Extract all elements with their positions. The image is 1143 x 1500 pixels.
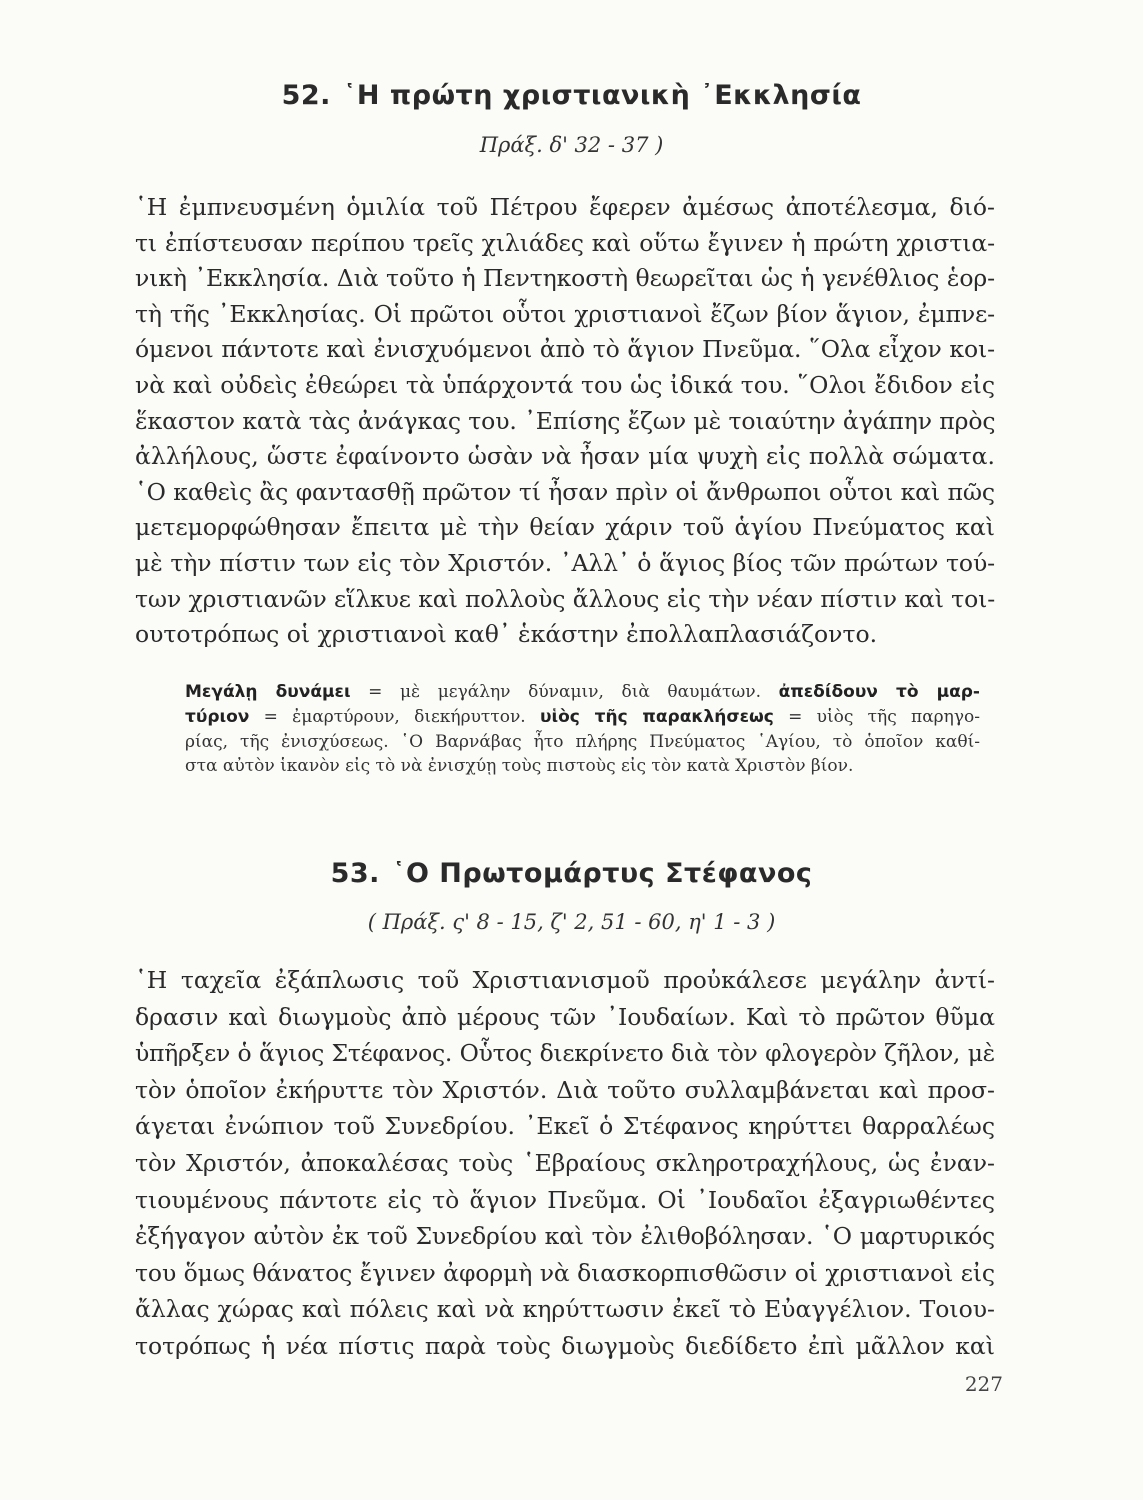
section-52-title: ῾Η πρώτη χριστιανικὴ ᾿Εκκλησία	[342, 80, 862, 111]
body-line: μετεμορφώθησαν ἔπειτα μὲ τὴν θείαν χάριν τοῦ ἁγίου Πνεύματος καὶ	[135, 513, 995, 542]
section-53-title: ῾Ο Πρωτομάρτυς Στέφανος	[391, 858, 813, 889]
body-line: του ὅμως θάνατος ἔγινεν ἀφορμὴ νὰ διασκορπισθῶσιν οἱ χριστιανοὶ εἰς	[135, 1258, 995, 1287]
section-53-number: 53.	[330, 858, 380, 889]
glossary-term: υἱὸς τῆς παρακλήσεως	[539, 706, 774, 727]
body-line: δρασιν καὶ διωγμοὺς ἀπὸ μέρους τῶν ᾿Ιουδαίων. Καὶ τὸ πρῶτον θῦμα	[135, 1002, 995, 1031]
glossary-definition: ρίας, τῆς ἐνισχύσεως. ῾Ο Βαρνάβας ἦτο πλήρης Πνεύματος ῾Αγίου, τὸ ὁποῖον καθί-	[185, 731, 980, 752]
body-line: ὑπῆρξεν ὁ ἅγιος Στέφανος. Οὗτος διεκρίνετο διὰ τὸν φλογερὸν ζῆλον, μὲ	[135, 1039, 995, 1068]
section-53-reference: ( Πράξ. ς' 8 - 15, ζ' 2, 51 - 60, η' 1 - 3 )	[367, 910, 776, 934]
body-line: τὴ τῆς ᾿Εκκλησίας. Οἱ πρῶτοι οὗτοι χριστιανοὶ ἔζων βίον ἅγιον, ἐμπνε-	[135, 299, 995, 328]
section-52-heading	[0, 80, 1143, 111]
body-line: νὰ καὶ οὐδεὶς ἐθεώρει τὰ ὑπάρχοντά του ὡς ἰδικά του. ῞Ολοι ἔδιδον εἰς	[135, 370, 995, 399]
page-number: 227	[964, 1372, 1003, 1396]
glossary-line	[185, 730, 980, 755]
body-line: ῾Η ἐμπνευσμένη ὁμιλία τοῦ Πέτρου ἔφερεν ἀμέσως ἀποτέλεσμα, διό-	[135, 193, 995, 221]
section-53-body	[135, 962, 995, 1365]
body-line: ουτοτρόπως οἱ χριστιανοὶ καθ᾿ ἑκάστην ἐπολλαπλασιάζοντο.	[135, 620, 878, 649]
body-line: όμενοι πάντοτε καὶ ἐνισχυόμενοι ἀπὸ τὸ ἅγιον Πνεῦμα. ῞Ολα εἶχον κοι-	[135, 335, 995, 364]
body-line: ἄλλας χώρας καὶ πόλεις καὶ νὰ κηρύττωσιν ἐκεῖ τὸ Εὐαγγέλιον. Τοιου-	[135, 1295, 995, 1324]
body-line: ῾Η ταχεῖα ἐξάπλωσις τοῦ Χριστιανισμοῦ προὐκάλεσε μεγάλην ἀντί-	[135, 966, 995, 994]
body-line: ῾Ο καθεὶς ἂς φαντασθῇ πρῶτον τί ἦσαν πρὶν οἱ ἄνθρωποι οὗτοι καὶ πῶς	[135, 477, 995, 506]
glossary-term: τύριον	[185, 706, 250, 727]
body-line: τὸν Χριστόν, ἀποκαλέσας τοὺς ῾Εβραίους σκληροτραχήλους, ὡς ἐναν-	[135, 1148, 995, 1177]
body-line: τι ἐπίστευσαν περίπου τρεῖς χιλιάδες καὶ οὕτω ἔγινεν ἡ πρώτη χριστια-	[135, 228, 995, 257]
glossary-line	[185, 705, 980, 730]
section-52-body	[135, 190, 995, 653]
body-line: τὸν ὁποῖον ἐκήρυττε τὸν Χριστόν. Διὰ τοῦτο συλλαμβάνεται καὶ προσ-	[135, 1075, 995, 1104]
glossary-line	[185, 680, 980, 705]
section-53-heading	[0, 858, 1143, 889]
body-line: τιουμένους πάντοτε εἰς τὸ ἅγιον Πνεῦμα. Οἱ ᾿Ιουδαῖοι ἐξαγριωθέντες	[135, 1185, 995, 1214]
glossary-definition: = υἱὸς τῆς παρηγο-	[773, 706, 980, 727]
glossary-line	[185, 754, 980, 779]
body-line: ἐξήγαγον αὐτὸν ἐκ τοῦ Συνεδρίου καὶ τὸν ἐλιθοβόλησαν. ῾Ο μαρτυρικός	[135, 1222, 995, 1251]
glossary-definition: στα αὐτὸν ἱκανὸν εἰς τὸ νὰ ἐνισχύῃ τοὺς πιστοὺς εἰς τὸν κατὰ Χριστὸν βίον.	[185, 756, 854, 777]
section-52-reference: Πράξ. δ' 32 - 37 )	[479, 133, 664, 157]
body-line: νικὴ ᾿Εκκλησία. Διὰ τοῦτο ἡ Πεντηκοστὴ θεωρεῖται ὡς ἡ γενέθλιος ἑορ-	[135, 264, 995, 293]
body-line: των χριστιανῶν εἵλκυε καὶ πολλοὺς ἄλλους εἰς τὴν νέαν πίστιν καὶ τοι-	[135, 584, 996, 613]
section-52-glossary	[185, 680, 980, 779]
glossary-term: Μεγάλῃ δυνάμει	[185, 682, 351, 702]
glossary-term: ἀπεδίδουν τὸ μαρ-	[778, 682, 980, 702]
glossary-definition: = ἐμαρτύρουν, διεκήρυττον.	[249, 706, 540, 727]
glossary-definition: = μὲ μεγάλην δύναμιν, διὰ θαυμάτων.	[350, 682, 779, 702]
body-line: ἀλλήλους, ὥστε ἐφαίνοντο ὡσὰν νὰ ἦσαν μία ψυχὴ εἰς πολλὰ σώματα.	[135, 442, 995, 471]
section-52-number: 52.	[281, 80, 331, 111]
body-line: τοτρόπως ἡ νέα πίστις παρὰ τοὺς διωγμοὺς διεδίδετο ἐπὶ μᾶλλον καὶ	[135, 1331, 995, 1360]
body-line: μὲ τὴν πίστιν των εἰς τὸν Χριστόν. ᾿Αλλ᾿ ὁ ἅγιος βίος τῶν πρώτων τού-	[135, 548, 995, 577]
body-line: άγεται ἐνώπιον τοῦ Συνεδρίου. ᾿Εκεῖ ὁ Στέφανος κηρύττει θαρραλέως	[135, 1112, 995, 1141]
body-line: ἕκαστον κατὰ τὰς ἀνάγκας του. ᾿Επίσης ἔζων μὲ τοιαύτην ἀγάπην πρὸς	[135, 406, 996, 435]
